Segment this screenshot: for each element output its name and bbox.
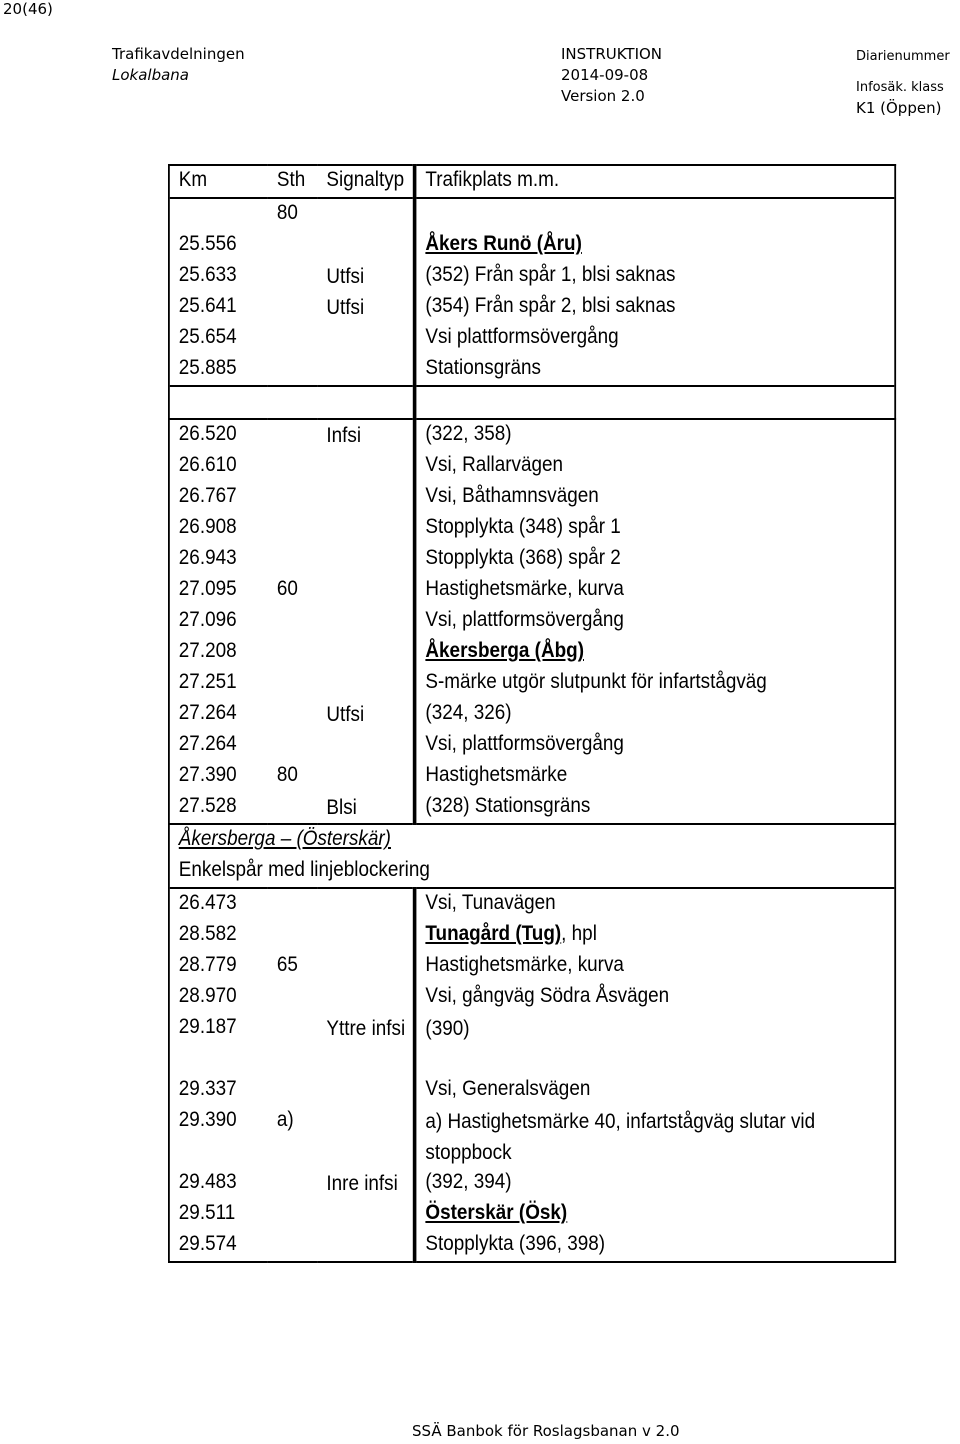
km-cell: 26.908 bbox=[169, 513, 268, 544]
signaltyp-cell bbox=[317, 982, 414, 1013]
km-cell: 25.885 bbox=[169, 354, 268, 386]
trafikplats-cell bbox=[415, 920, 896, 951]
sth-cell bbox=[268, 482, 318, 513]
signaltyp-cell bbox=[317, 1075, 414, 1106]
signaltyp-cell bbox=[317, 761, 414, 792]
sth-cell bbox=[268, 1075, 318, 1106]
trafikplats-cell bbox=[415, 230, 896, 261]
km-cell: 28.582 bbox=[169, 920, 268, 951]
signaltyp-cell bbox=[317, 451, 414, 482]
trafikplats-text: Stationsgräns bbox=[425, 356, 541, 379]
trafikplats-text: Stopplykta (348) spår 1 bbox=[425, 515, 621, 538]
trafikplats-cell bbox=[415, 261, 896, 292]
trafikplats-text: Hastighetsmärke, kurva bbox=[425, 577, 624, 600]
signaltyp-cell: Inre infsi bbox=[317, 1168, 414, 1199]
km-cell: 27.390 bbox=[169, 761, 268, 792]
station-suffix: , hpl bbox=[561, 922, 597, 945]
table-row bbox=[169, 354, 895, 386]
table-row bbox=[169, 920, 895, 951]
trafikplats-cell bbox=[415, 1199, 896, 1230]
table-row bbox=[169, 451, 895, 482]
sth-cell: 60 bbox=[276, 577, 298, 600]
section-title bbox=[169, 824, 895, 856]
table-row bbox=[169, 792, 895, 824]
table-row bbox=[169, 730, 895, 761]
trafikplats-cell bbox=[415, 544, 896, 575]
trafikplats-text: (324, 326) bbox=[425, 701, 512, 724]
trafikplats-cell bbox=[415, 323, 896, 354]
col-sth: Sth bbox=[268, 165, 318, 198]
header-doc-type: INSTRUKTION bbox=[561, 45, 663, 63]
signaltyp-cell bbox=[317, 544, 414, 575]
trafikplats-text: (390) bbox=[425, 1017, 470, 1040]
table-row bbox=[169, 386, 895, 419]
header-classification: K1 (Öppen) bbox=[856, 99, 942, 117]
signaltyp-cell bbox=[317, 730, 414, 761]
trafikplats-text: Stopplykta (396, 398) bbox=[425, 1232, 606, 1255]
trafikplats-text: Vsi plattformsövergång bbox=[425, 325, 619, 348]
station-name: Åkersberga (Åbg) bbox=[425, 639, 584, 662]
table-row bbox=[169, 699, 895, 730]
col-signaltyp: Signaltyp bbox=[317, 165, 414, 198]
table-row bbox=[169, 230, 895, 261]
signaltyp-cell: Infsi bbox=[317, 419, 414, 451]
sth-cell bbox=[268, 354, 318, 386]
km-cell: 29.511 bbox=[169, 1199, 268, 1230]
table-row bbox=[169, 261, 895, 292]
sth-cell bbox=[268, 699, 318, 730]
trafikplats-cell bbox=[415, 1106, 896, 1168]
km-cell: 26.943 bbox=[169, 544, 268, 575]
trafikplats-text: (322, 358) bbox=[425, 422, 512, 445]
sth-cell: a) bbox=[276, 1108, 294, 1131]
sth-cell bbox=[268, 982, 318, 1013]
trafikplats-text: Hastighetsmärke, kurva bbox=[425, 953, 624, 976]
station-name: Tunagård (Tug) bbox=[425, 922, 562, 945]
trafikplats-cell bbox=[415, 354, 896, 386]
trafikplats-cell bbox=[415, 292, 896, 323]
sth-cell bbox=[268, 1199, 318, 1230]
signaltyp-cell: Utfsi bbox=[317, 699, 414, 730]
sth-cell bbox=[268, 1168, 318, 1199]
signaltyp-cell bbox=[317, 354, 414, 386]
table-row bbox=[169, 761, 895, 792]
table-row bbox=[169, 1168, 895, 1199]
section-subtitle-text: Enkelspår med linjeblockering bbox=[178, 858, 430, 881]
sth-cell bbox=[268, 1230, 318, 1262]
station-name: Åkers Runö (Åru) bbox=[425, 232, 582, 255]
track-table-body bbox=[169, 165, 895, 1262]
trafikplats-cell bbox=[415, 982, 896, 1013]
trafikplats-text: Vsi, plattformsövergång bbox=[425, 732, 624, 755]
km-cell bbox=[169, 386, 268, 419]
trafikplats-cell bbox=[415, 419, 896, 451]
sth-cell bbox=[268, 606, 318, 637]
trafikplats-text: a) Hastighetsmärke 40, infartstågväg slutar vid stoppbock bbox=[425, 1110, 816, 1164]
signaltyp-cell bbox=[317, 230, 414, 261]
table-row bbox=[169, 982, 895, 1013]
trafikplats-cell bbox=[415, 730, 896, 761]
table-row bbox=[169, 482, 895, 513]
km-cell: 27.251 bbox=[169, 668, 268, 699]
signaltyp-cell: Utfsi bbox=[317, 292, 414, 323]
signaltyp-cell bbox=[317, 951, 414, 982]
sth-cell bbox=[268, 513, 318, 544]
header-unit: Lokalbana bbox=[112, 66, 189, 84]
sth-cell: 80 bbox=[276, 763, 298, 786]
km-cell bbox=[169, 198, 268, 230]
trafikplats-text: (352) Från spår 1, blsi saknas bbox=[425, 263, 676, 286]
signaltyp-cell: Blsi bbox=[317, 792, 414, 824]
signaltyp-cell bbox=[317, 920, 414, 951]
sth-cell bbox=[268, 888, 318, 920]
trafikplats-cell bbox=[415, 451, 896, 482]
signaltyp-cell bbox=[317, 482, 414, 513]
trafikplats-text: Hastighetsmärke bbox=[425, 763, 568, 786]
km-cell: 29.390 bbox=[169, 1106, 268, 1168]
signaltyp-cell bbox=[317, 668, 414, 699]
trafikplats-text: Vsi, Båthamnsvägen bbox=[425, 484, 599, 507]
section-row bbox=[169, 824, 895, 856]
signaltyp-cell: Utfsi bbox=[317, 261, 414, 292]
km-cell: 27.096 bbox=[169, 606, 268, 637]
table-row bbox=[169, 419, 895, 451]
km-cell: 25.633 bbox=[169, 261, 268, 292]
table-row bbox=[169, 1230, 895, 1262]
trafikplats-text: (354) Från spår 2, blsi saknas bbox=[425, 294, 676, 317]
table-row bbox=[169, 513, 895, 544]
trafikplats-cell bbox=[415, 888, 896, 920]
sth-cell bbox=[268, 637, 318, 668]
signaltyp-cell bbox=[317, 575, 414, 606]
section-title-text: Åkersberga – (Österskär) bbox=[178, 827, 391, 850]
table-row bbox=[169, 606, 895, 637]
signaltyp-cell bbox=[317, 1106, 414, 1168]
trafikplats-text: Vsi, Rallarvägen bbox=[425, 453, 564, 476]
header-infosak: Infosäk. klass bbox=[856, 80, 944, 95]
table-row bbox=[169, 323, 895, 354]
trafikplats-cell bbox=[415, 761, 896, 792]
sth-cell bbox=[268, 730, 318, 761]
trafikplats-cell bbox=[415, 637, 896, 668]
signaltyp-cell bbox=[317, 386, 414, 419]
km-cell: 26.520 bbox=[169, 419, 268, 451]
signaltyp-cell bbox=[317, 1230, 414, 1262]
header-org: Trafikavdelningen bbox=[112, 45, 245, 63]
table-row bbox=[169, 1199, 895, 1230]
trafikplats-cell bbox=[415, 1168, 896, 1199]
trafikplats-cell bbox=[415, 482, 896, 513]
sth-cell bbox=[268, 292, 318, 323]
sth-cell bbox=[268, 1013, 318, 1075]
km-cell: 27.095 bbox=[169, 575, 268, 606]
trafikplats-cell bbox=[415, 386, 896, 419]
km-cell: 28.970 bbox=[169, 982, 268, 1013]
km-cell: 27.208 bbox=[169, 637, 268, 668]
trafikplats-text: S-märke utgör slutpunkt för infartstågväg bbox=[425, 670, 767, 693]
header-middle bbox=[561, 44, 662, 107]
km-cell: 26.473 bbox=[169, 888, 268, 920]
signaltyp-cell bbox=[317, 888, 414, 920]
sth-cell bbox=[268, 544, 318, 575]
km-cell: 27.528 bbox=[169, 792, 268, 824]
header-right bbox=[856, 46, 950, 119]
table-header-row bbox=[169, 165, 895, 198]
header-date: 2014-09-08 bbox=[561, 66, 649, 84]
km-cell: 25.641 bbox=[169, 292, 268, 323]
section-subtitle bbox=[169, 856, 895, 888]
header-version: Version 2.0 bbox=[561, 87, 645, 105]
signaltyp-cell bbox=[317, 513, 414, 544]
sth-cell: 65 bbox=[276, 953, 298, 976]
table-row bbox=[169, 1013, 895, 1075]
trafikplats-cell bbox=[415, 792, 896, 824]
signaltyp-cell bbox=[317, 637, 414, 668]
km-cell: 26.767 bbox=[169, 482, 268, 513]
trafikplats-text: (328) Stationsgräns bbox=[425, 794, 591, 817]
table-row bbox=[169, 951, 895, 982]
track-table bbox=[168, 164, 896, 1263]
trafikplats-cell bbox=[415, 575, 896, 606]
col-trafikplats: Trafikplats m.m. bbox=[415, 165, 896, 198]
table-row bbox=[169, 575, 895, 606]
header-diarienummer: Diarienummer bbox=[856, 49, 950, 64]
sth-cell bbox=[268, 668, 318, 699]
trafikplats-cell bbox=[415, 606, 896, 637]
table-row bbox=[169, 292, 895, 323]
sth-cell bbox=[268, 792, 318, 824]
trafikplats-text: Vsi, Tunavägen bbox=[425, 891, 556, 914]
sth-cell bbox=[268, 323, 318, 354]
col-km: Km bbox=[169, 165, 268, 198]
km-cell: 28.779 bbox=[169, 951, 268, 982]
sth-cell bbox=[268, 920, 318, 951]
signaltyp-cell bbox=[317, 606, 414, 637]
trafikplats-cell bbox=[415, 1075, 896, 1106]
trafikplats-cell bbox=[415, 951, 896, 982]
table-row bbox=[169, 1106, 895, 1168]
signaltyp-cell: Yttre infsi bbox=[317, 1013, 414, 1075]
trafikplats-cell bbox=[415, 1230, 896, 1262]
signaltyp-cell bbox=[317, 323, 414, 354]
trafikplats-text: Vsi, gångväg Södra Åsvägen bbox=[425, 984, 670, 1007]
trafikplats-text: Stopplykta (368) spår 2 bbox=[425, 546, 621, 569]
km-cell: 29.337 bbox=[169, 1075, 268, 1106]
station-name: Österskär (Ösk) bbox=[425, 1201, 568, 1224]
km-cell: 29.574 bbox=[169, 1230, 268, 1262]
trafikplats-cell bbox=[415, 699, 896, 730]
table-row bbox=[169, 668, 895, 699]
km-cell: 25.556 bbox=[169, 230, 268, 261]
table-row bbox=[169, 544, 895, 575]
sth-cell bbox=[268, 261, 318, 292]
section-row bbox=[169, 856, 895, 888]
km-cell: 25.654 bbox=[169, 323, 268, 354]
signaltyp-cell bbox=[317, 1199, 414, 1230]
sth-cell bbox=[268, 230, 318, 261]
page-number: 20(46) bbox=[3, 0, 53, 18]
signaltyp-cell bbox=[317, 198, 414, 230]
table-row bbox=[169, 198, 895, 230]
footer: SSÄ Banbok för Roslagsbanan v 2.0 bbox=[412, 1422, 680, 1440]
sth-cell bbox=[268, 451, 318, 482]
table-row bbox=[169, 637, 895, 668]
trafikplats-cell bbox=[415, 198, 896, 230]
trafikplats-text: Vsi, plattformsövergång bbox=[425, 608, 624, 631]
trafikplats-cell bbox=[415, 668, 896, 699]
km-cell: 29.483 bbox=[169, 1168, 268, 1199]
km-cell: 29.187 bbox=[169, 1013, 268, 1075]
km-cell: 27.264 bbox=[169, 730, 268, 761]
table-row bbox=[169, 888, 895, 920]
header-left bbox=[112, 44, 245, 86]
sth-cell bbox=[268, 386, 318, 419]
km-cell: 27.264 bbox=[169, 699, 268, 730]
table-row bbox=[169, 1075, 895, 1106]
sth-cell bbox=[268, 419, 318, 451]
trafikplats-text: (392, 394) bbox=[425, 1170, 512, 1193]
trafikplats-cell bbox=[415, 1013, 896, 1075]
trafikplats-text: Vsi, Generalsvägen bbox=[425, 1077, 591, 1100]
km-cell: 26.610 bbox=[169, 451, 268, 482]
trafikplats-cell bbox=[415, 513, 896, 544]
sth-cell: 80 bbox=[268, 198, 318, 230]
